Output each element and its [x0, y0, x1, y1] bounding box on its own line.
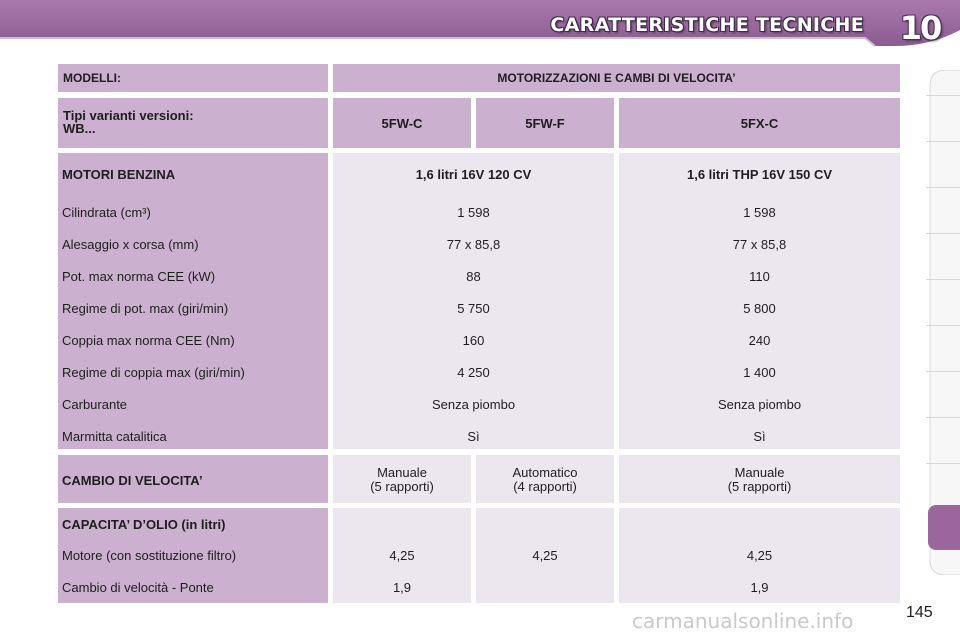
spec-label: Carburante [62, 397, 128, 412]
gearbox-value: Manuale (5 rapporti) [370, 465, 434, 494]
engines-section-label: MOTORI BENZINA [62, 167, 176, 182]
spec-label: Marmitta catalitica [62, 429, 167, 444]
spec-label: Alesaggio x corsa (mm) [62, 237, 199, 252]
spec-value: 1 400 [743, 365, 776, 380]
spec-value: 160 [462, 333, 485, 348]
spec-label: Cilindrata (cm³) [62, 205, 151, 220]
variants-label-cell [58, 98, 328, 148]
chapter-number: 10 [899, 9, 941, 47]
engine-name: 1,6 litri THP 16V 150 CV [687, 167, 832, 182]
gearbox-value: Automatico (4 rapporti) [512, 465, 578, 494]
page-number: 145 [906, 604, 933, 621]
spec-value: 5 800 [743, 301, 776, 316]
spec-value: 110 [749, 269, 770, 284]
gearbox-label-cell [58, 455, 328, 503]
variant-cell-1 [333, 98, 471, 148]
variant-cell-3 [619, 98, 900, 148]
variant-code: 5FW-C [381, 116, 423, 131]
variant-code: 5FW-F [525, 116, 565, 131]
tab-divider [926, 187, 960, 188]
spec-label: Coppia max norma CEE (Nm) [62, 333, 235, 348]
gearbox-cell-1 [333, 455, 471, 503]
spec-value: Sì [753, 429, 766, 444]
gearbox-value: Manuale (5 rapporti) [727, 465, 792, 494]
oil-value: 1,9 [750, 580, 769, 595]
models-value-cell [333, 64, 900, 92]
page-title: CARATTERISTICHE TECNICHE [550, 14, 864, 36]
tabs-outline [926, 70, 960, 575]
gearbox-section-label: CAMBIO DI VELOCITA’ [62, 473, 203, 488]
models-value: MOTORIZZAZIONI E CAMBI DI VELOCITA’ [497, 71, 736, 85]
watermark: carmanualsonline.info [632, 609, 854, 633]
oil-labels-cell [58, 508, 328, 603]
tab-divider [926, 233, 960, 234]
spec-value: 4 250 [457, 365, 490, 380]
engine-labels-cell [58, 153, 328, 449]
oil-value: 4,25 [389, 548, 415, 563]
models-label: MODELLI: [63, 71, 121, 85]
oil-value: 4,25 [746, 548, 773, 563]
variant-code: 5FX-C [740, 116, 779, 131]
chapter-tab-active[interactable] [928, 505, 960, 550]
models-label-cell [58, 64, 328, 92]
spec-value: 5 750 [457, 301, 490, 316]
variants-label: Tipi varianti versioni: WB... [63, 108, 194, 136]
variant-cell-2 [476, 98, 614, 148]
gearbox-cell-2 [476, 455, 614, 503]
spec-label: Regime di coppia max (giri/min) [62, 365, 245, 380]
oil-row-label: Motore (con sostituzione filtro) [62, 548, 237, 563]
spec-label: Pot. max norma CEE (kW) [62, 269, 216, 284]
tab-divider [926, 279, 960, 280]
engine-2-values-cell [619, 153, 900, 449]
tab-divider [926, 95, 960, 96]
spec-value: 88 [466, 269, 481, 284]
spec-value: 240 [748, 333, 771, 348]
tab-divider [926, 463, 960, 464]
spec-value: Senza piombo [431, 397, 516, 412]
spec-value: 1 598 [457, 205, 490, 220]
engine-1-values-cell [333, 153, 614, 449]
page-header [0, 0, 960, 54]
oil-row-label: Cambio di velocità - Ponte [62, 580, 214, 595]
tab-divider [926, 417, 960, 418]
oil-cell-1 [333, 508, 471, 603]
tab-divider [926, 371, 960, 372]
spec-label: Regime di pot. max (giri/min) [62, 301, 229, 316]
oil-value: 1,9 [392, 580, 412, 595]
oil-cell-3 [619, 508, 900, 603]
oil-cell-2 [476, 508, 614, 603]
spec-value: Senza piombo [717, 397, 802, 412]
gearbox-cell-3 [619, 455, 900, 503]
spec-value: 77 x 85,8 [446, 237, 501, 252]
spec-value: Sì [467, 429, 480, 444]
engine-name: 1,6 litri 16V 120 CV [415, 167, 532, 182]
oil-value: 4,25 [532, 548, 558, 563]
tab-divider [926, 325, 960, 326]
spec-value: 1 598 [743, 205, 776, 220]
chapter-tabs [926, 70, 960, 575]
oil-section-label: CAPACITA’ D’OLIO (in litri) [62, 517, 226, 532]
tab-divider [926, 141, 960, 142]
spec-value: 77 x 85,8 [732, 237, 787, 252]
